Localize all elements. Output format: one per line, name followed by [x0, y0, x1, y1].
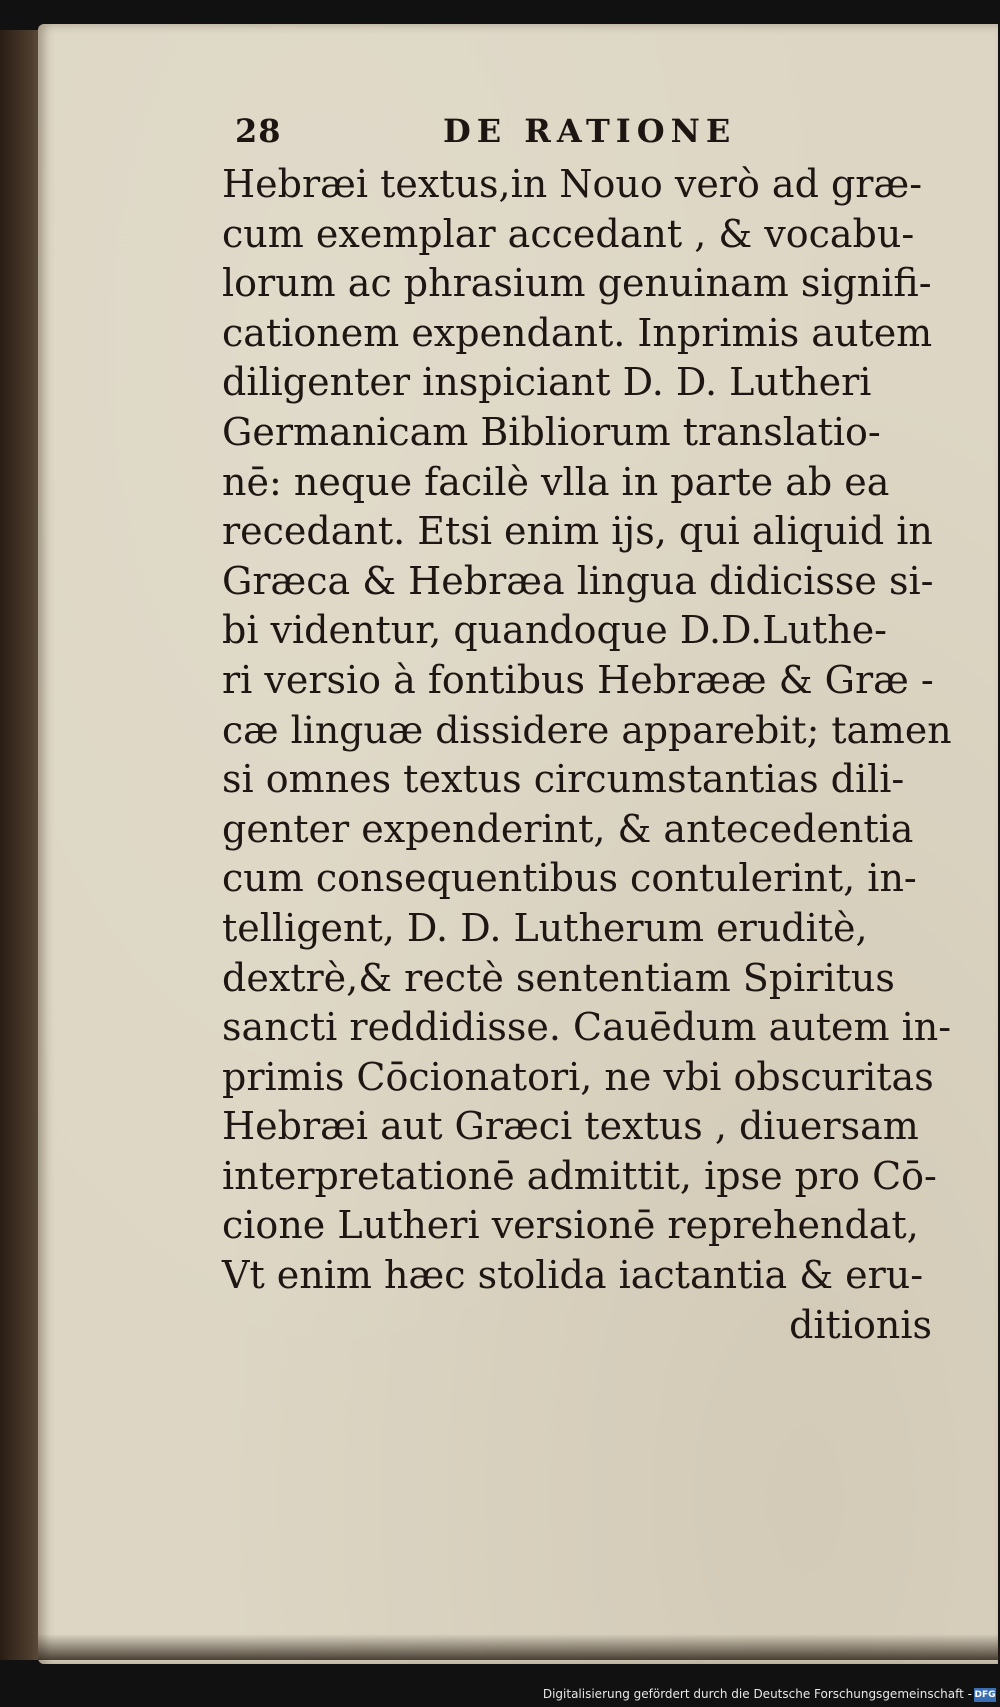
running-head: DE RATIONE — [443, 112, 737, 150]
text-line: cæ linguæ dissidere apparebit; tamen — [222, 707, 952, 752]
text-line: genter expenderint, & antecedentia — [222, 806, 914, 851]
text-line: cum exemplar accedant , & vocabu- — [222, 211, 915, 256]
page-bottom-shadow — [38, 1634, 1000, 1660]
text-line: nē: neque facilè vlla in parte ab ea — [222, 459, 890, 504]
text-line: interpretationē admittit, ipse pro Cō- — [222, 1153, 937, 1198]
text-line: telligent, D. D. Lutherum eruditè, — [222, 905, 868, 950]
text-line: cione Lutheri versionē reprehendat, — [222, 1203, 919, 1248]
catchword: ditionis — [789, 1302, 932, 1347]
text-line: ri versio à fontibus Hebrææ & Græ - — [222, 657, 934, 702]
text-line: dextrè,& rectè sententiam Spiritus — [222, 955, 895, 1000]
body-text — [222, 160, 952, 1350]
dfg-logo-icon: DFG — [974, 1690, 996, 1700]
page-header — [235, 112, 795, 152]
text-line: Græca & Hebræa lingua didicisse si- — [222, 558, 934, 603]
text-line: lorum ac phrasium genuinam signifi- — [222, 261, 932, 306]
text-line: Germanicam Bibliorum translatio- — [222, 409, 881, 454]
text-line: recedant. Etsi enim ijs, qui aliquid in — [222, 509, 933, 554]
text-line: cum consequentibus contulerint, in- — [222, 856, 917, 901]
text-line: bi videntur, quandoque D.D.Luthe- — [222, 608, 888, 653]
text-line: Hebræi textus,in Nouo verò ad græ- — [222, 162, 923, 206]
text-line: sancti reddidisse. Cauēdum autem in- — [222, 1005, 952, 1050]
text-line: cationem expendant. Inprimis autem — [222, 310, 933, 355]
digitization-footer — [0, 1685, 1000, 1707]
funding-credit: Digitalisierung gefördert durch die Deutsche Forschungsgemeinschaft - — [542, 1687, 972, 1701]
text-line: si omnes textus circumstantias dili- — [222, 757, 905, 802]
text-line: diligenter inspiciant D. D. Lutheri — [222, 360, 872, 405]
page-number: 28 — [235, 112, 282, 150]
text-line: Vt enim hæc stolida iactantia & eru- — [222, 1253, 924, 1298]
text-line: primis Cōcionatori, ne vbi obscuritas — [222, 1054, 934, 1099]
text-line: Hebræi aut Græci textus , diuersam — [222, 1104, 919, 1149]
